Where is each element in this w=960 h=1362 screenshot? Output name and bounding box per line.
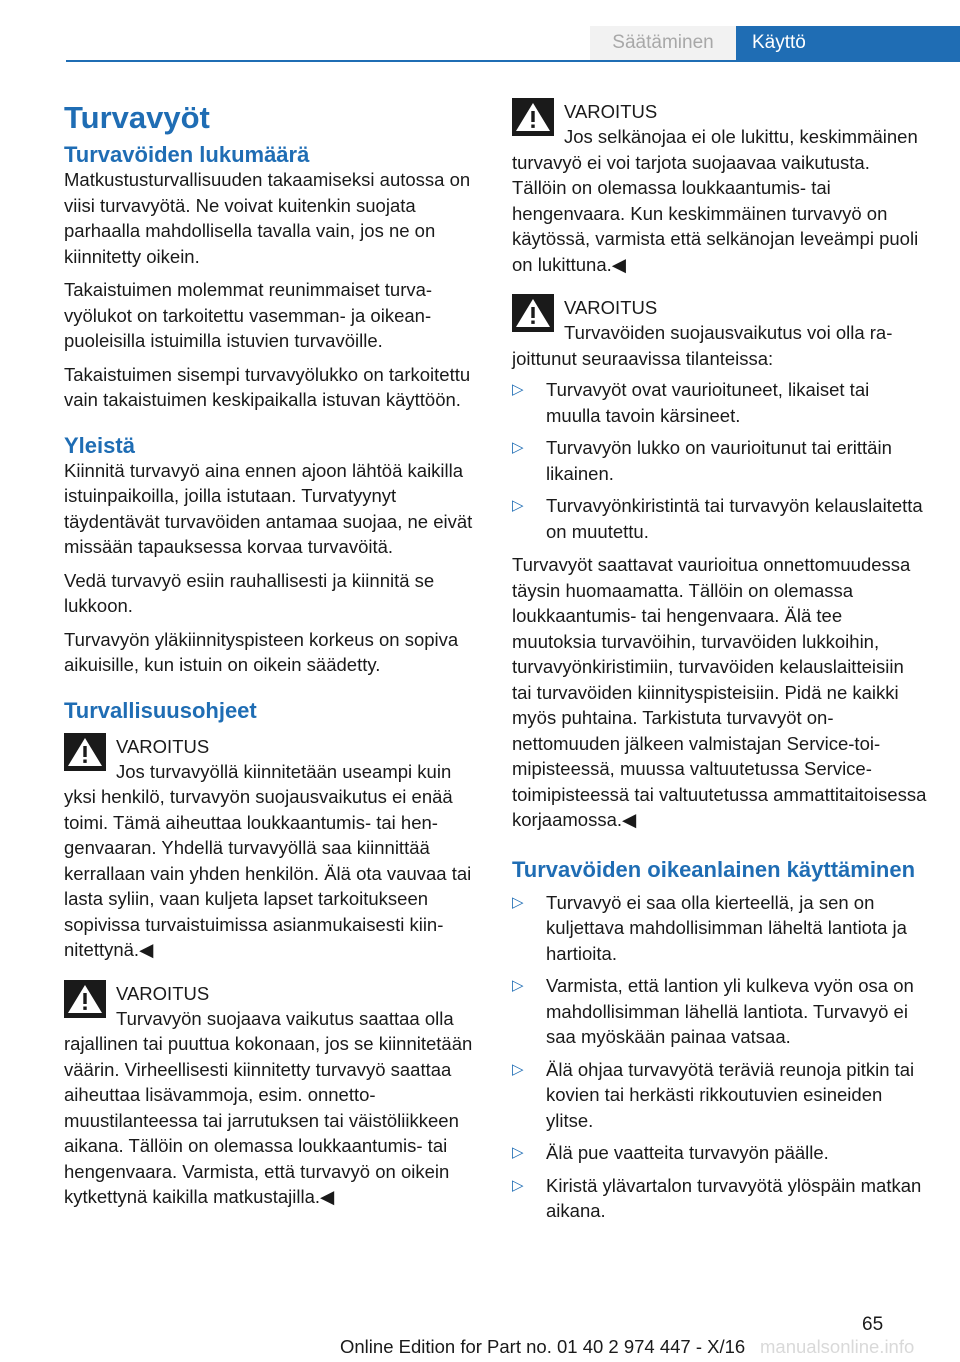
warning-label: VAROITUS (116, 982, 210, 1004)
left-column (64, 98, 480, 1227)
list-item-text: Turvavyönkiristintä tai turvavyön kelauslaitetta on muutettu. (546, 495, 923, 542)
header-tab-adjusting[interactable]: Säätäminen (590, 26, 736, 60)
right-column (512, 98, 928, 1232)
header-tab-operation[interactable]: Käyttö (736, 26, 960, 60)
watermark: manualsonline.info (760, 1336, 915, 1357)
paragraph: Kiinnitä turvavyö aina ennen ajoon lähtöä kaikilla istuinpaikoilla, joilla istutaan. Turvatyynyt täydentävät turvavöiden antamaa suojaa, ne eivät missään tapauksessa korvaa turvavöitä. (64, 459, 473, 557)
paragraph: Turvavyöt saattavat vaurioitua onnettomuudessa täysin huomaamatta. Tällöin on olemassa loukkaantumis- tai hengenvaara. Älä tee muutoksia turvavöihin, turvavöiden lukkoihin, turvavyönkiristimiin, turvavöiden kelauslaitteisiin tai turvavöiden kiinnityspisteisiin. Pidä ne kaikki myös puhtaina. Tarkistuta turvavyöt onnettomuuden jälkeen valmistajan Service-toimipisteessä, muussa valtuutetussa Service-toimipisteessä tai valtuutetussa ammattitaitoisessa korjaamossa.◀ (512, 554, 927, 830)
correct-use-list (512, 890, 928, 1224)
header-rule (66, 60, 960, 62)
list-item-text: Älä ohjaa turvavyötä teräviä reunoja pitkin tai kovien tai herkästi rikkoutuvien esineiden ylitse. (546, 1058, 915, 1131)
list-item-text: Kiristä ylävartalon turvavyötä ylöspäin matkan aikana. (546, 1174, 922, 1221)
warning-text: Jos selkänojaa ei ole lukittu, keskimmäinen turvavyö ei voi tarjota suojaavaa vaikutusta. Tällöin on olemassa loukkaantumis- tai hengenvaara. Kun keskimmäinen turvavyö on käytössä, varmista että selkänojan leveämpi puoli on lukittuna.◀ (512, 126, 919, 275)
warning-label: VAROITUS (564, 101, 658, 122)
list-item-text: Älä pue vaatteita turvavyön päälle. (546, 1142, 829, 1163)
list-item (512, 1173, 928, 1224)
warning-block (512, 294, 928, 371)
paragraph: Matkustusturvallisuuden takaamiseksi autossa on viisi turvavyötä. Ne voivat kuitenkin suojata parhaalla mahdollisella tavalla vain, jos ne on kiinnitetty oikein. (64, 169, 471, 267)
list-item (512, 435, 928, 486)
footer-edition: Online Edition for Part no. 01 40 2 974 447 - X/16 (340, 1336, 746, 1357)
bullet-triangle-icon: ▷ (512, 1144, 524, 1161)
list-item-text: Turvavyön lukko on vaurioitunut tai erittäin likainen. (546, 437, 892, 484)
paragraph: Vedä turvavyö esiin rauhallisesti ja kiinnitä se lukkoon. (64, 569, 435, 616)
warning-label: VAROITUS (564, 297, 658, 318)
list-item (512, 973, 928, 1050)
list-item (512, 1057, 928, 1134)
paragraph: Takaistuimen molemmat reunimmaiset turvavyölukot on tarkoitettu vasemman- ja oikeanpuoleisilla istuimilla istuvien turvavöille. (64, 279, 433, 351)
warning-text: Turvavöiden suojausvaikutus voi olla rajoittunut seuraavissa tilanteissa: (512, 322, 893, 369)
bullet-triangle-icon: ▷ (512, 381, 524, 398)
list-item (512, 493, 928, 544)
page-title: Turvavyöt (64, 100, 210, 135)
bullet-triangle-icon: ▷ (512, 497, 524, 514)
bullet-triangle-icon: ▷ (512, 977, 524, 994)
warning-label: VAROITUS (116, 735, 210, 757)
bullet-triangle-icon: ▷ (512, 893, 524, 911)
warning-block (64, 980, 480, 1210)
list-item (512, 890, 928, 967)
list-item-text: Turvavyö ei saa olla kierteellä, ja sen on kuljettava mahdollisimman läheltä lantiota ja hartioita. (546, 891, 907, 964)
bullet-triangle-icon: ▷ (512, 439, 524, 456)
heading-general: Yleistä (64, 432, 135, 458)
warning-block (64, 733, 480, 963)
bullet-triangle-icon: ▷ (512, 1176, 524, 1194)
paragraph: Turvavyön yläkiinnityspisteen korkeus on sopiva aikuisille, kun istuin on oikein säädetty. (64, 628, 459, 675)
warning-block (512, 98, 928, 277)
paragraph: Takaistuimen sisempi turvavyölukko on tarkoitettu vain takaistuimen keskipaikalla istuvan käyttöön. (64, 363, 471, 410)
page-number: 65 (862, 1314, 884, 1335)
list-item-text: Turvavyöt ovat vaurioituneet, likaiset tai muulla tavoin kärsineet. (546, 379, 870, 426)
heading-safety-instructions: Turvallisuusohjeet (64, 697, 257, 723)
heading-seatbelt-count: Turvavöiden lukumäärä (64, 142, 310, 167)
warning-text: Jos turvavyöllä kiinnitetään useampi kuin yksi henkilö, turvavyön suojausvaikutus ei enää toimi. Tämä aiheuttaa loukkaantumis- tai hengenvaaran. Yhdellä turvavyöllä saa kiinnittää kerrallaan vain yhden henkilön. Älä ota vauvaa tai lasta syliin, vaan kuljeta lapset tarkoitukseen sopivissa turvaistuimissa asianmukaisesti kiinnitettynä.◀ (64, 760, 472, 960)
list-item (512, 1140, 928, 1166)
bullet-triangle-icon: ▷ (512, 1060, 524, 1078)
warning-text: Turvavyön suojaava vaikutus saattaa olla rajallinen tai puuttua kokonaan, jos se kiinnitetään väärin. Virheellisesti kiinnitetty turvavyö saattaa aiheuttaa lisävammoja, esim. onnettomuustilanteessa tai jarrutuksen tai väistöliikkeen aikana. Tällöin on olemassa loukkaantumis- tai hengenvaara. Varmista, että turvavyö on oikein kytkettynä kaikilla matkustajilla.◀ (64, 1007, 473, 1207)
limitations-list (512, 377, 928, 544)
list-item-text: Varmista, että lantion yli kulkeva vyön osa on mahdollisimman lähellä lantiota. Turvavyö ei saa myöskään painaa vatsaa. (546, 975, 914, 1047)
heading-correct-use: Turvavöiden oikeanlainen käyttäminen (512, 856, 916, 882)
list-item (512, 377, 928, 428)
